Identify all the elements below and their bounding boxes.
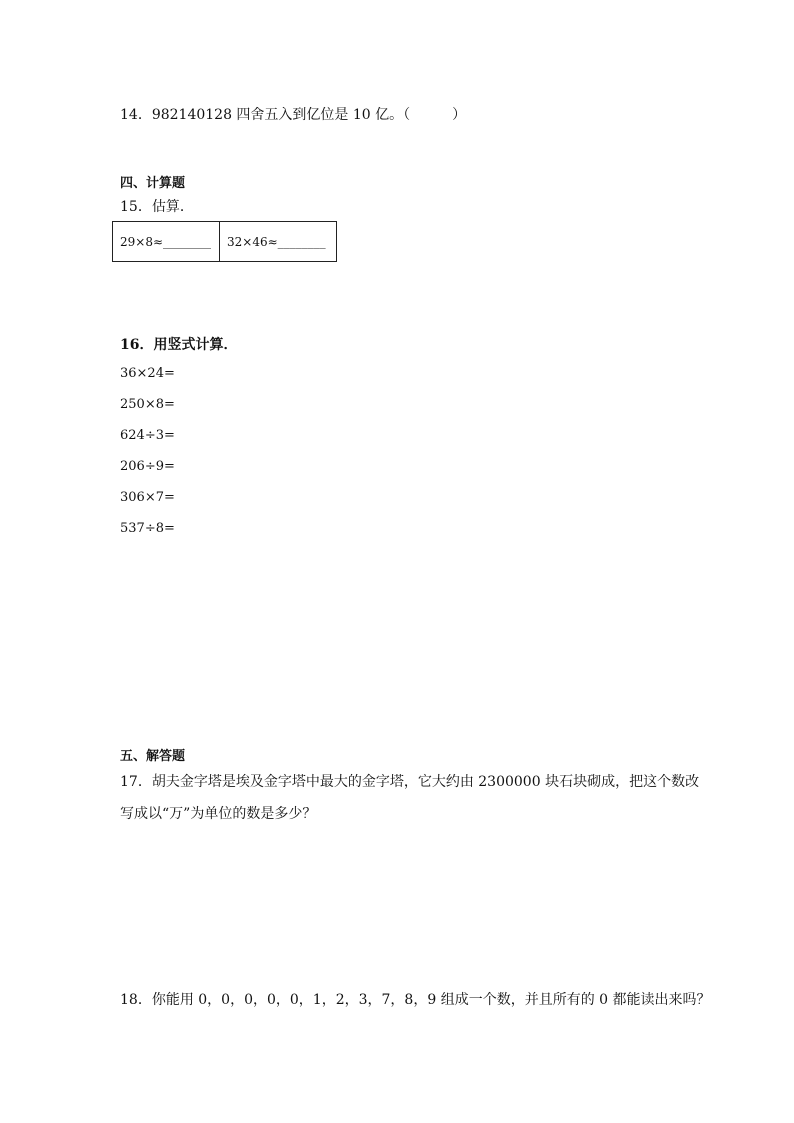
estimation-table (112, 221, 337, 262)
question-14: 14．982140128 四舍五入到亿位是 10 亿。（ ） (120, 107, 467, 123)
estimation-cell-2: 32×46≈________ (220, 222, 337, 262)
section-5-title: 五、解答题 (120, 749, 186, 764)
calc-item-5: 306×7= (120, 490, 175, 505)
calc-item-3: 624÷3= (120, 428, 175, 443)
question-17-line-1: 17．胡夫金字塔是埃及金字塔中最大的金字塔，它大约由 2300000 块石块砌成，把这个数改 (120, 774, 700, 790)
estimation-cell-1: 29×8≈________ (113, 222, 220, 262)
section-4-title: 四、计算题 (120, 176, 186, 191)
question-17-line-2: 写成以“万”为单位的数是多少？ (120, 806, 317, 822)
calc-item-6: 537÷8= (120, 521, 175, 536)
question-18: 18．你能用 0，0，0，0，0，1，2，3，7，8，9 组成一个数，并且所有的 0 都能读出来吗？ (120, 992, 711, 1008)
question-15-title: 15．估算． (120, 199, 194, 215)
question-16-title: 16．用竖式计算． (120, 337, 238, 353)
calc-item-2: 250×8= (120, 397, 175, 412)
calc-item-4: 206÷9= (120, 459, 175, 474)
calc-item-1: 36×24= (120, 366, 175, 381)
table-row (113, 222, 337, 262)
